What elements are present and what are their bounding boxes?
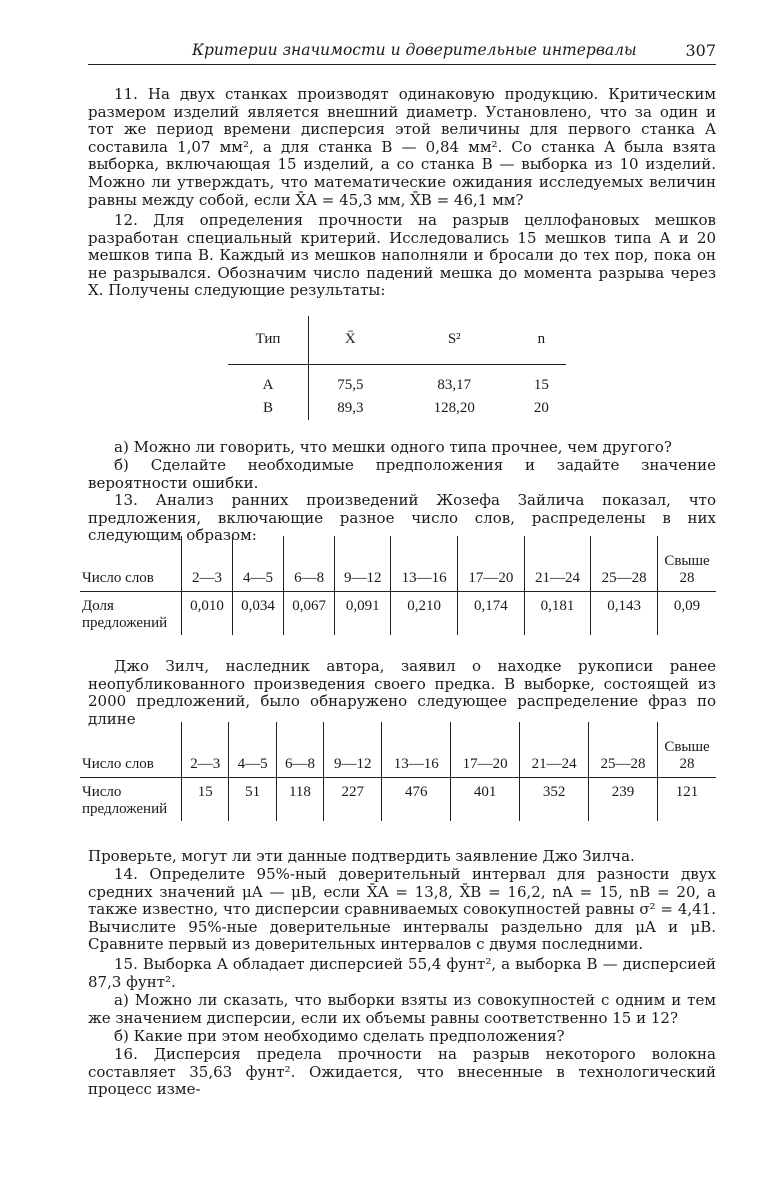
col-header: Свыше 28 [658,722,717,778]
table-row [80,778,716,822]
table-row [228,365,566,398]
table-cell: 0,091 [335,592,391,636]
problem-15-b: б) Какие при этом необходимо сделать предположения? [114,1027,565,1045]
row-a-n: 15 [533,376,549,393]
problem-12-b: б) Сделайте необходимые предположения и задайте значение вероятности ошибки. [88,456,716,492]
table-cell: 121 [675,784,699,800]
col-header: 4—5 [229,722,276,778]
problem-13-question: Проверьте, могут ли эти данные подтвердить заявление Джо Зилча. [88,847,635,865]
problem-14: 14. Определите 95%-ный доверительный интервал для разности двух средних значений μA — μB, если X̄A = 13,8, X̄B = 16,2, nA = 15, nB = 20, а также известно, что дисперсии сравниваемых совокупностей равны σ² = 4,41. Вычислите 95%-ные доверительные интервалы раздельно для μA и μB. Сравните первый из доверительных интервалов с двумя последними. [88,865,716,954]
col-header: 21—24 [520,722,589,778]
col-header: 25—28 [591,536,658,592]
table-cell: 227 [324,778,382,822]
table-cell: 0,067 [284,592,335,636]
col-header: 25—28 [589,722,658,778]
running-header [88,40,716,65]
table-cell: 352 [520,778,589,822]
bag-results-table [228,316,566,420]
row-label: Число предложений [80,778,182,822]
table-cell: 0,181 [524,592,591,636]
table-cell: 51 [229,778,276,822]
table-cell: 0,010 [182,592,233,636]
header-word-count: Число слов [80,536,182,592]
col-header: 4—5 [233,536,284,592]
col-header: 21—24 [524,536,591,592]
header-word-count: Число слов [80,722,182,778]
problem-13-continuation: Джо Зилч, наследник автора, заявил о находке рукописи ранее неопубликованного произведения своего предка. В выборке, состоящей из 2000 предложений, было обнаружено следующее распределение фраз по длине [88,657,716,728]
table-row [80,592,716,636]
col-header: 17—20 [451,722,520,778]
table-cell: 239 [589,778,658,822]
problem-12-a: а) Можно ли говорить, что мешки одного типа прочнее, чем другого? [114,438,672,456]
table-row [228,397,566,420]
problem-15: 15. Выборка A обладает дисперсией 55,4 фунт², а выборка B — дисперсией 87,3 фунт². [88,955,716,991]
problem-13: 13. Анализ ранних произведений Жозефа Зайлича показал, что предложения, включающие разное число слов, распределены в них следующим образом: [88,491,716,545]
table-cell: 0,09 [673,598,701,614]
row-a-mean: 75,5 [337,376,364,393]
col-header: 9—12 [335,536,391,592]
row-b-type: B [228,397,309,420]
table-header-row [80,536,716,592]
table-cell: 0,174 [457,592,524,636]
col-header: 6—8 [284,536,335,592]
page-number: 307 [685,41,716,60]
table-cell: 0,210 [391,592,458,636]
col-header: 9—12 [324,722,382,778]
header-type: Тип [228,316,309,365]
table-cell: 401 [451,778,520,822]
table-cell: 0,143 [591,592,658,636]
col-header: 17—20 [457,536,524,592]
problem-12: 12. Для определения прочности на разрыв целлофановых мешков разработан специальный критерий. Исследовались 15 мешков типа A и 20 мешков типа B. Каждый из мешков наполняли и бросали до тех пор, пока он не разрывался. Обозначим число падений мешка до момента разрыва через X. Получены следующие результаты: [88,211,716,300]
problem-11: 11. На двух станках производят одинаковую продукцию. Критическим размером изделий является внешний диаметр. Установлено, что за один и тот же период времени дисперсия этой величины для первого станка A составила 1,07 мм², а для станка B — 0,84 мм². Со станка A была взята выборка, включающая 15 изделий, а со станка B — выборка из 10 изделий. Можно ли утверждать, что математические ожидания исследуемых величин равны между собой, если X̄A = 45,3 мм, X̄B = 46,1 мм? [88,85,716,209]
col-header: 13—16 [391,536,458,592]
problem-15-a: а) Можно ли сказать, что выборки взяты из совокупностей с одним и тем же значением дисперсии, если их объемы равны соответственно 15 и 12? [88,991,716,1027]
col-header: 6—8 [276,722,323,778]
row-b-variance: 128,20 [433,399,475,416]
row-a-type: A [228,365,309,398]
col-header: Свыше 28 [658,536,717,592]
sentence-count-table [80,722,716,821]
row-b-mean: 89,3 [337,399,364,416]
table-header-row [228,316,566,365]
row-a-variance: 83,17 [437,376,472,393]
row-b-n: 20 [533,399,549,416]
row-label: Доля предложений [80,592,182,636]
table-header-row [80,722,716,778]
header-n: n [517,316,566,365]
col-header: 2—3 [182,536,233,592]
col-header: 2—3 [182,722,229,778]
table-cell: 476 [382,778,451,822]
table-cell: 15 [182,778,229,822]
table-cell: 0,034 [233,592,284,636]
running-title: Критерии значимости и доверительные интервалы [192,41,637,59]
proportion-table [80,536,716,635]
header-variance: S² [392,316,517,365]
table-cell: 118 [276,778,323,822]
col-header: 13—16 [382,722,451,778]
header-mean: X̄ [309,316,392,365]
problem-16: 16. Дисперсия предела прочности на разрыв некоторого волокна составляет 35,63 фунт². Ожидается, что внесенные в технологический процесс изме- [88,1045,716,1099]
